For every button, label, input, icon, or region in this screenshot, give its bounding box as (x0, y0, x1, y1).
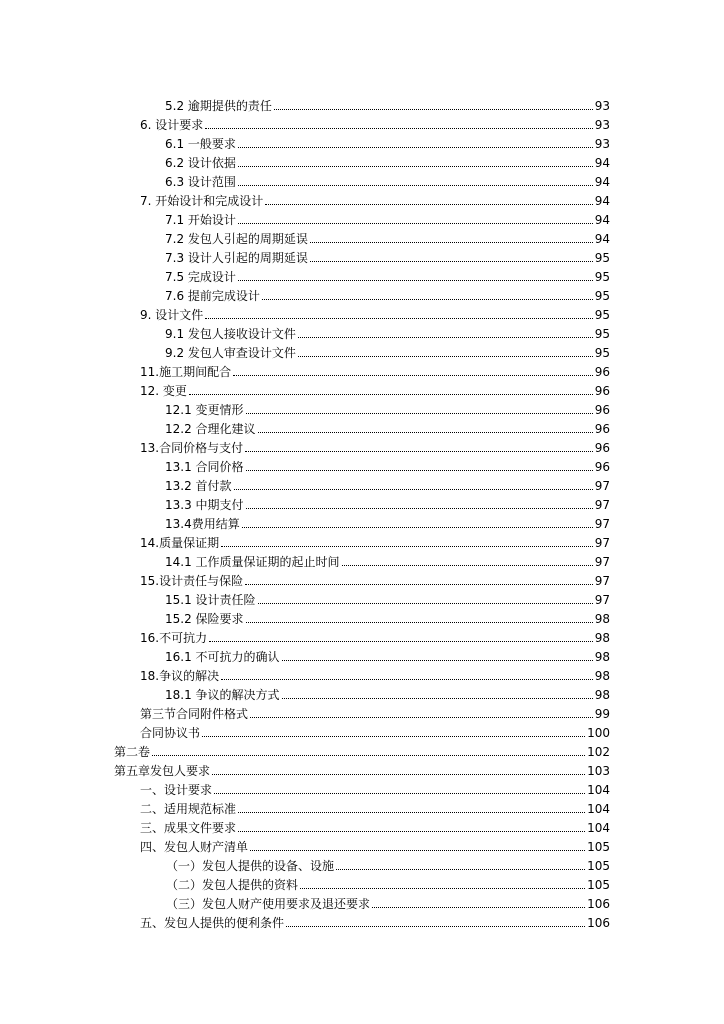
dot-leader (238, 830, 585, 832)
toc-page-number: 98 (594, 688, 610, 702)
dot-leader (246, 469, 593, 471)
toc-entry (166, 874, 610, 892)
toc-entry (165, 285, 610, 303)
dot-leader (250, 849, 585, 851)
toc-entry (165, 646, 610, 664)
toc-label: 13.1 合同价格 (165, 460, 244, 474)
toc-label: 7.2 发包人引起的周期延误 (165, 232, 308, 246)
toc-page-number: 96 (594, 441, 610, 455)
toc-label: 12.2 合理化建议 (165, 422, 256, 436)
toc-label: 16.1 不可抗力的确认 (165, 650, 280, 664)
dot-leader (310, 260, 593, 262)
toc-entry (166, 855, 610, 873)
dot-leader (258, 602, 593, 604)
toc-entry (165, 608, 610, 626)
dot-leader (342, 564, 593, 566)
toc-page-number: 97 (594, 479, 610, 493)
toc-label: 9.1 发包人接收设计文件 (165, 327, 296, 341)
toc-page-number: 95 (594, 251, 610, 265)
dot-leader (205, 127, 592, 129)
dot-leader (209, 640, 593, 642)
dot-leader (250, 716, 593, 718)
dot-leader (372, 906, 585, 908)
toc-entry (140, 361, 610, 379)
toc-label: 三、成果文件要求 (140, 821, 237, 835)
toc-page-number: 98 (594, 650, 610, 664)
dot-leader (298, 336, 593, 338)
toc-page-number: 96 (594, 384, 610, 398)
dot-leader (238, 146, 593, 148)
toc-label: 6.2 设计依据 (165, 156, 236, 170)
toc-page-number: 96 (594, 422, 610, 436)
toc-entry (140, 836, 610, 854)
toc-label: 9.2 发包人审查设计文件 (165, 346, 296, 360)
toc-label: 13.3 中期支付 (165, 498, 244, 512)
toc-label: 第三节合同附件格式 (140, 707, 249, 721)
dot-leader (238, 811, 585, 813)
toc-label: 15.1 设计责任险 (165, 593, 256, 607)
toc-page-number: 94 (594, 213, 610, 227)
dot-leader (298, 355, 593, 357)
toc-entry (114, 741, 610, 759)
toc-entry (166, 893, 610, 911)
toc-label: 第五章发包人要求 (114, 764, 211, 778)
toc-page-number: 94 (594, 175, 610, 189)
toc-label: 14.质量保证期 (140, 536, 220, 550)
toc-label: 15.2 保险要求 (165, 612, 244, 626)
toc-label: 7.6 提前完成设计 (165, 289, 260, 303)
toc-entry (165, 95, 610, 113)
toc-entry (165, 589, 610, 607)
toc-page-number: 95 (594, 308, 610, 322)
dot-leader (214, 792, 585, 794)
toc-page-number: 94 (594, 232, 610, 246)
toc-page-number: 104 (587, 802, 610, 816)
toc-page-number: 105 (587, 840, 610, 854)
toc-page-number: 104 (587, 821, 610, 835)
toc-entry (165, 209, 610, 227)
toc-label: 18.争议的解决 (140, 669, 220, 683)
toc-label: 18.1 争议的解决方式 (165, 688, 280, 702)
toc-label: 二、适用规范标准 (140, 802, 237, 816)
toc-entry (165, 133, 610, 151)
toc-page-number: 103 (587, 764, 610, 778)
toc-label: 12.1 变更情形 (165, 403, 244, 417)
toc-label: 7.1 开始设计 (165, 213, 236, 227)
toc-page-number: 98 (594, 631, 610, 645)
toc-entry (165, 399, 610, 417)
toc-entry (114, 760, 610, 778)
toc-label: （三）发包人财产使用要求及退还要求 (166, 897, 371, 911)
toc-entry (165, 171, 610, 189)
dot-leader (238, 222, 593, 224)
dot-leader (202, 735, 585, 737)
toc-entry (165, 551, 610, 569)
toc-label: 五、发包人提供的便利条件 (140, 916, 285, 930)
toc-label: 13.4费用结算 (165, 517, 240, 531)
toc-page-number: 97 (594, 536, 610, 550)
dot-leader (300, 887, 585, 889)
dot-leader (282, 659, 593, 661)
toc-label: 13.2 首付款 (165, 479, 232, 493)
toc-page-number: 97 (594, 593, 610, 607)
toc-label: 5.2 逾期提供的责任 (165, 99, 272, 113)
toc-entry (140, 437, 610, 455)
toc-entry (165, 475, 610, 493)
toc-page-number: 97 (594, 555, 610, 569)
toc-entry (140, 304, 610, 322)
toc-label: 第二卷 (114, 745, 151, 759)
toc-page-number: 93 (594, 118, 610, 132)
toc-page-number: 102 (587, 745, 610, 759)
toc-page-number: 100 (587, 726, 610, 740)
toc-entry (165, 418, 610, 436)
toc-page-number: 104 (587, 783, 610, 797)
toc-entry (140, 570, 610, 588)
toc-entry (165, 247, 610, 265)
toc-label: 一、设计要求 (140, 783, 213, 797)
dot-leader (233, 374, 593, 376)
dot-leader (242, 526, 593, 528)
dot-leader (246, 412, 593, 414)
toc-label: 13.合同价格与支付 (140, 441, 244, 455)
toc-entry (165, 228, 610, 246)
toc-label: （二）发包人提供的资料 (166, 878, 299, 892)
toc-entry (165, 684, 610, 702)
toc-entry (140, 703, 610, 721)
toc-page-number: 96 (594, 365, 610, 379)
toc-entry (140, 190, 610, 208)
toc-page-number: 98 (594, 612, 610, 626)
toc-page-number: 96 (594, 460, 610, 474)
toc-page-number: 99 (594, 707, 610, 721)
toc-page-number: 94 (594, 194, 610, 208)
toc-label: 6.3 设计范围 (165, 175, 236, 189)
toc-entry (165, 456, 610, 474)
toc-entry (140, 779, 610, 797)
toc-label: 7.5 完成设计 (165, 270, 236, 284)
toc-page-number: 97 (594, 517, 610, 531)
toc-entry (140, 114, 610, 132)
dot-leader (282, 697, 593, 699)
toc-label: 12. 变更 (140, 384, 187, 398)
dot-leader (310, 241, 593, 243)
toc-label: 四、发包人财产清单 (140, 840, 249, 854)
dot-leader (238, 184, 593, 186)
toc-entry (140, 665, 610, 683)
toc-page-number: 97 (594, 498, 610, 512)
toc-label: 合同协议书 (140, 726, 201, 740)
toc-page-number: 105 (587, 878, 610, 892)
dot-leader (274, 108, 593, 110)
toc-entry (140, 722, 610, 740)
toc-entry (140, 380, 610, 398)
dot-leader (245, 583, 593, 585)
dot-leader (221, 545, 593, 547)
toc-page-number: 106 (587, 897, 610, 911)
toc-entry (140, 798, 610, 816)
toc-page-number: 97 (594, 574, 610, 588)
dot-leader (234, 488, 593, 490)
dot-leader (245, 450, 593, 452)
dot-leader (152, 754, 585, 756)
toc-entry (140, 532, 610, 550)
toc-label: 14.1 工作质量保证期的起止时间 (165, 555, 340, 569)
toc-entry (165, 513, 610, 531)
toc-label: 16.不可抗力 (140, 631, 208, 645)
dot-leader (205, 317, 592, 319)
toc-entry (165, 152, 610, 170)
toc-label: 11.施工期间配合 (140, 365, 232, 379)
toc-entry (140, 817, 610, 835)
toc-entry (165, 494, 610, 512)
toc-page-number: 93 (594, 99, 610, 113)
toc-entry (165, 266, 610, 284)
toc-page-number: 106 (587, 916, 610, 930)
toc-page-number: 93 (594, 137, 610, 151)
toc-label: 9. 设计文件 (140, 308, 204, 322)
dot-leader (246, 621, 593, 623)
dot-leader (238, 165, 593, 167)
dot-leader (212, 773, 585, 775)
toc-page-number: 95 (594, 327, 610, 341)
toc-page-number: 96 (594, 403, 610, 417)
dot-leader (262, 298, 593, 300)
dot-leader (221, 678, 593, 680)
dot-leader (265, 203, 592, 205)
toc-entry (165, 323, 610, 341)
dot-leader (189, 393, 593, 395)
dot-leader (246, 507, 593, 509)
toc-entry (140, 627, 610, 645)
toc-label: （一）发包人提供的设备、设施 (166, 859, 335, 873)
dot-leader (238, 279, 593, 281)
toc-page-number: 95 (594, 346, 610, 360)
toc-entry (165, 342, 610, 360)
toc-entry (140, 912, 610, 930)
toc-page-number: 95 (594, 289, 610, 303)
toc-label: 7.3 设计人引起的周期延误 (165, 251, 308, 265)
dot-leader (336, 868, 585, 870)
toc-page-number: 94 (594, 156, 610, 170)
toc-page-number: 105 (587, 859, 610, 873)
dot-leader (286, 925, 585, 927)
toc-label: 6. 设计要求 (140, 118, 204, 132)
toc-page-number: 98 (594, 669, 610, 683)
toc-page-number: 95 (594, 270, 610, 284)
toc-label: 7. 开始设计和完成设计 (140, 194, 264, 208)
toc-label: 15.设计责任与保险 (140, 574, 244, 588)
dot-leader (258, 431, 593, 433)
toc-label: 6.1 一般要求 (165, 137, 236, 151)
